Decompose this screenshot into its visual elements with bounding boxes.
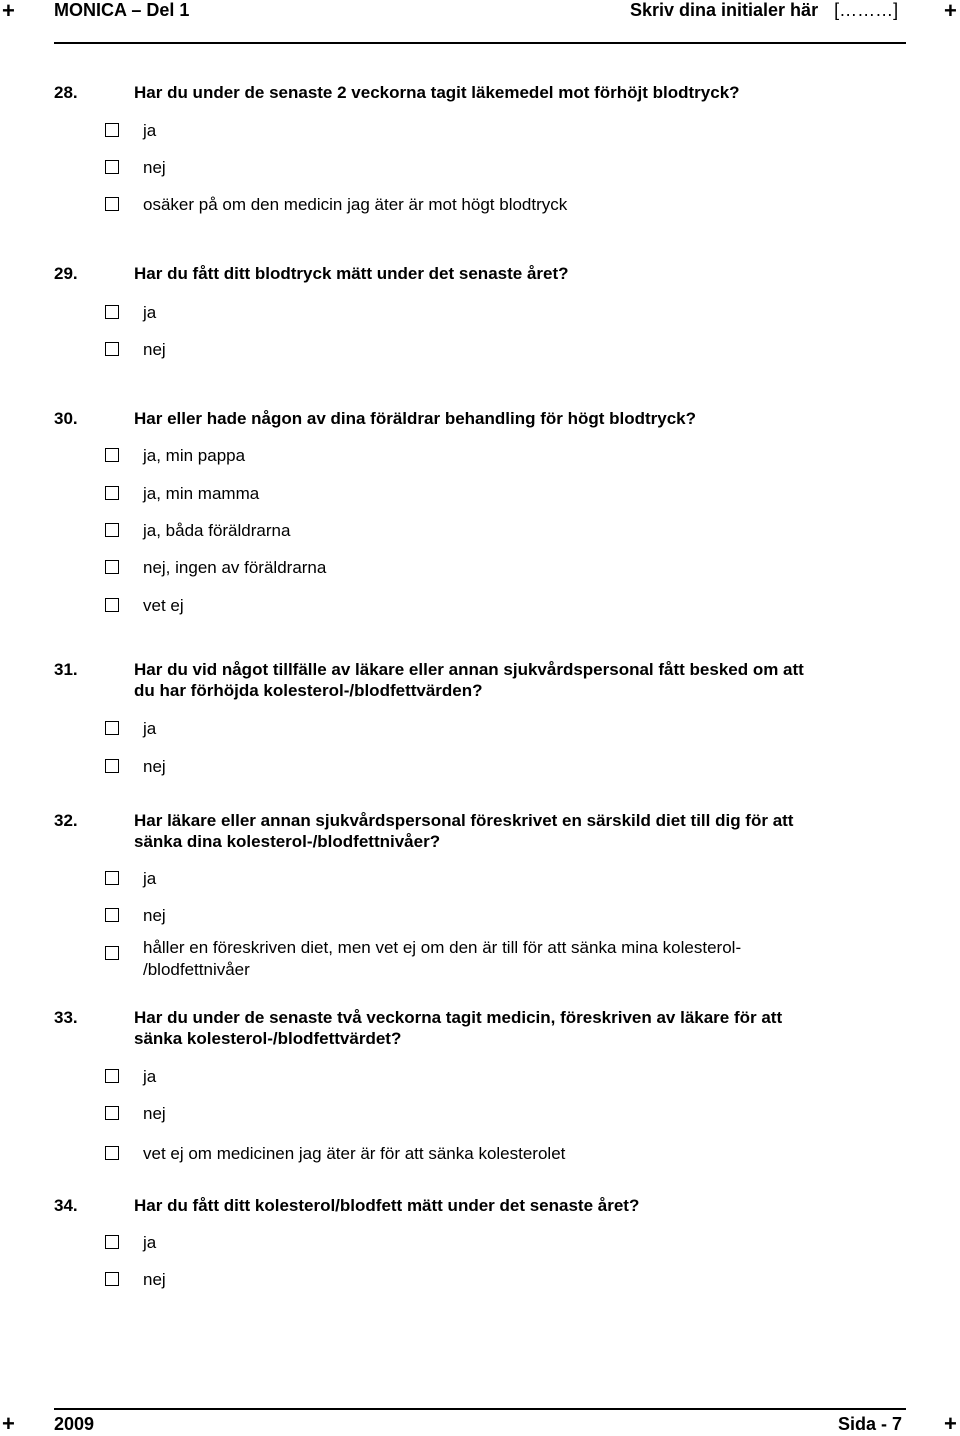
question-32-text-line-2: sänka dina kolesterol-/blodfettnivåer? xyxy=(134,832,441,851)
option-label: ja, båda föräldrarna xyxy=(143,521,291,540)
checkbox[interactable] xyxy=(105,123,119,137)
option-label: nej xyxy=(143,340,166,359)
option-label: ja, min pappa xyxy=(143,446,246,465)
checkbox[interactable] xyxy=(105,946,119,960)
footer-divider xyxy=(54,1408,906,1410)
question-30-number: 30. xyxy=(54,409,78,428)
crosshair-mark-bottom-left: + xyxy=(2,1411,15,1436)
option-label: nej, ingen av föräldrarna xyxy=(143,558,327,577)
question-29-text: Har du fått ditt blodtryck mätt under det senaste året? xyxy=(134,264,569,283)
checkbox[interactable] xyxy=(105,1272,119,1286)
initials-field[interactable]: [………] xyxy=(834,0,899,20)
initials-prompt xyxy=(630,0,898,20)
form-title: MONICA – Del 1 xyxy=(54,0,190,20)
checkbox[interactable] xyxy=(105,721,119,735)
option-label: ja xyxy=(143,303,157,322)
checkbox[interactable] xyxy=(105,908,119,922)
checkbox[interactable] xyxy=(105,1235,119,1249)
checkbox[interactable] xyxy=(105,197,119,211)
question-28-text: Har du under de senaste 2 veckorna tagit läkemedel mot förhöjt blodtryck? xyxy=(134,83,740,102)
option-label: ja xyxy=(143,121,157,140)
question-33-text-line-2: sänka kolesterol-/blodfettvärdet? xyxy=(134,1029,402,1048)
checkbox[interactable] xyxy=(105,598,119,612)
checkbox[interactable] xyxy=(105,1106,119,1120)
checkbox[interactable] xyxy=(105,759,119,773)
checkbox[interactable] xyxy=(105,160,119,174)
checkbox[interactable] xyxy=(105,486,119,500)
option-label: osäker på om den medicin jag äter är mot högt blodtryck xyxy=(143,195,568,214)
option-label: ja, min mamma xyxy=(143,484,260,503)
option-label: ja xyxy=(143,1233,157,1252)
question-34-number: 34. xyxy=(54,1196,78,1215)
question-30-text: Har eller hade någon av dina föräldrar behandling för högt blodtryck? xyxy=(134,409,697,428)
question-28-number: 28. xyxy=(54,83,78,102)
question-29-number: 29. xyxy=(54,264,78,283)
question-31-text-line-2: du har förhöjda kolesterol-/blodfettvärden? xyxy=(134,681,483,700)
option-label: vet ej xyxy=(143,596,184,615)
option-label: nej xyxy=(143,757,166,776)
checkbox[interactable] xyxy=(105,305,119,319)
question-34-text: Har du fått ditt kolesterol/blodfett mätt under det senaste året? xyxy=(134,1196,640,1215)
footer-page-number: Sida - 7 xyxy=(838,1414,903,1434)
option-label-line-1: håller en föreskriven diet, men vet ej om den är till för att sänka mina kolesterol- xyxy=(143,938,742,957)
question-32-text xyxy=(134,810,894,852)
option-label: nej xyxy=(143,1270,166,1289)
option-label: ja xyxy=(143,869,157,888)
checkbox[interactable] xyxy=(105,1069,119,1083)
question-33-number: 33. xyxy=(54,1008,78,1027)
initials-prompt-label: Skriv dina initialer här xyxy=(630,0,819,20)
checkbox[interactable] xyxy=(105,871,119,885)
option-label: ja xyxy=(143,719,157,738)
crosshair-mark-top-left: + xyxy=(2,0,15,23)
crosshair-mark-bottom-right: + xyxy=(944,1411,957,1436)
footer-year: 2009 xyxy=(54,1414,95,1434)
option-label: nej xyxy=(143,158,166,177)
question-31-text xyxy=(134,659,894,701)
question-31-number: 31. xyxy=(54,660,78,679)
checkbox[interactable] xyxy=(105,523,119,537)
option-label: nej xyxy=(143,906,166,925)
option-label-line-2: /blodfettnivåer xyxy=(143,960,250,979)
checkbox[interactable] xyxy=(105,342,119,356)
question-32-number: 32. xyxy=(54,811,78,830)
checkbox[interactable] xyxy=(105,1146,119,1160)
checkbox[interactable] xyxy=(105,448,119,462)
option-label xyxy=(143,937,741,981)
header-divider xyxy=(54,42,906,44)
option-label: ja xyxy=(143,1067,157,1086)
option-label: nej xyxy=(143,1104,166,1123)
question-31-text-line-1: Har du vid något tillfälle av läkare eller annan sjukvårdspersonal fått besked om att xyxy=(134,660,804,679)
checkbox[interactable] xyxy=(105,560,119,574)
question-32-text-line-1: Har läkare eller annan sjukvårdspersonal föreskrivet en särskild diet till dig för att xyxy=(134,811,794,830)
crosshair-mark-top-right: + xyxy=(944,0,957,23)
option-label: vet ej om medicinen jag äter är för att sänka kolesterolet xyxy=(143,1144,566,1163)
question-33-text-line-1: Har du under de senaste två veckorna tagit medicin, föreskriven av läkare för att xyxy=(134,1008,783,1027)
question-33-text xyxy=(134,1007,894,1049)
